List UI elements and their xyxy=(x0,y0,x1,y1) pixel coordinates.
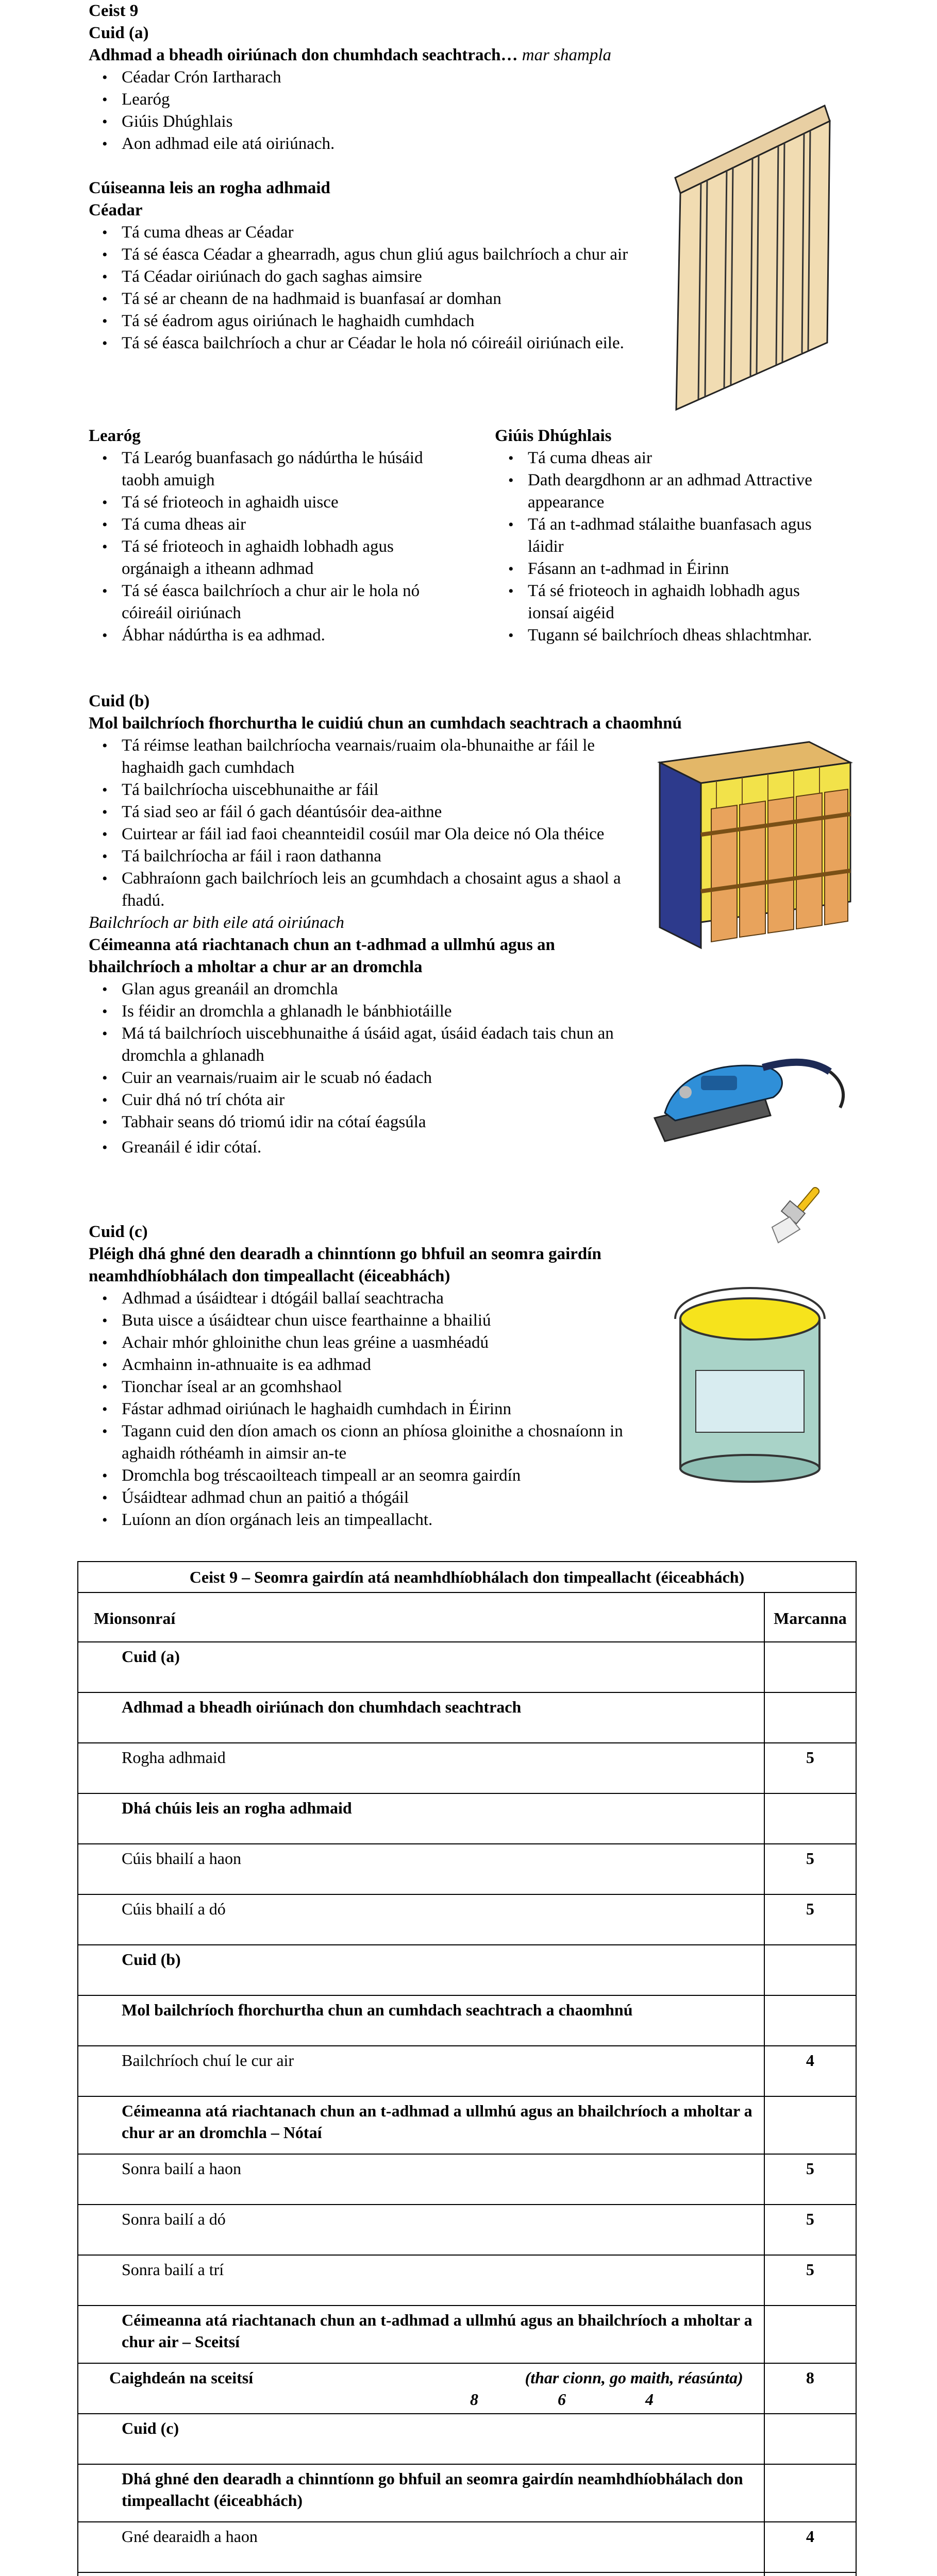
row-marks: 5 xyxy=(764,2255,856,2306)
list-item: • Is féidir an dromchla a ghlanadh le bánbhiotáille xyxy=(89,1001,635,1023)
part-a-section xyxy=(89,0,661,354)
list-item: • Cabhraíonn gach bailchríoch leis an gcumhdach a chosaint agus a shaol a fhadú. xyxy=(89,868,635,912)
list-item: • Cuir dhá nó trí chóta air xyxy=(89,1089,635,1111)
part-b-heading: Mol bailchríoch fhorchurtha le cuidiú chun an cumhdach seachtrach a chaomhnú xyxy=(89,714,682,733)
wood-list xyxy=(89,66,661,155)
row-marks: 5 xyxy=(764,1894,856,1945)
question-title: Ceist 9 xyxy=(89,2,139,20)
row-criteria: Céimeanna atá riachtanach chun an t-adhmad a ullmhú agus an bhailchríoch a mholtar a chur ar an dromchla – Nótaí xyxy=(78,2096,764,2154)
design-points-list xyxy=(89,1287,625,1531)
list-item: • Dromchla bog tréscaoilteach timpeall ar an seomra gairdín xyxy=(89,1465,625,1487)
row-marks xyxy=(764,1995,856,2046)
list-item: • Adhmad a úsáidtear i dtógáil ballaí seachtracha xyxy=(89,1287,625,1310)
list-item: • Tionchar íseal ar an gcomhshaol xyxy=(89,1376,625,1398)
table-row xyxy=(78,2154,856,2205)
list-item: • Glan agus greanáil an dromchla xyxy=(89,978,635,1001)
row-criteria: Cuid (a) xyxy=(78,1642,764,1692)
table-row xyxy=(78,1692,856,1743)
table-row xyxy=(78,1945,856,1995)
list-item: • Tá sé ar cheann de na hadhmaid is buanfasaí ar domhan xyxy=(89,288,656,310)
row-marks: 4 xyxy=(764,2046,856,2096)
list-item: • Learóg xyxy=(89,89,661,111)
row-criteria: Céimeanna atá riachtanach chun an t-adhmad a ullmhú agus an bhailchríoch a mholtar a chur air – Sceitsí xyxy=(78,2306,764,2363)
list-item: • Acmhainn in-athnuaite is ea adhmad xyxy=(89,1354,625,1376)
list-item: • Aon adhmad eile atá oiriúnach. xyxy=(89,133,661,155)
list-item: • Giúis Dhúghlais xyxy=(89,111,661,133)
list-item: • Tá Céadar oiriúnach do gach saghas aimsire xyxy=(89,266,656,288)
row-marks: 4 xyxy=(764,2522,856,2572)
list-item: • Tá siad seo ar fáil ó gach déantúsóir dea-aithne xyxy=(89,801,635,823)
list-item: • Tá sé frioteoch in aghaidh uisce xyxy=(89,492,460,514)
table-row xyxy=(78,1743,856,1793)
larch-list xyxy=(89,447,460,647)
table-row xyxy=(78,2205,856,2255)
other-finish-note: Bailchríoch ar bith eile atá oiriúnach xyxy=(89,913,344,932)
list-item: • Fásann an t-adhmad in Éirinn xyxy=(495,558,835,580)
sketch-quality-cell xyxy=(78,2363,764,2414)
table-title: Ceist 9 – Seomra gairdín atá neamhdhíobhálach don timpeallacht (éiceabhách) xyxy=(78,1562,856,1592)
row-criteria: Dhá chúis leis an rogha adhmaid xyxy=(78,1793,764,1844)
row-marks xyxy=(764,1692,856,1743)
list-item: • Tá sé éasca Céadar a ghearradh, agus chun gliú agus bailchríoch a chur air xyxy=(89,244,656,266)
part-b-label: Cuid (b) xyxy=(89,692,150,710)
reasons-heading: Cúiseanna leis an rogha adhmaid xyxy=(89,179,330,197)
row-marks xyxy=(764,2306,856,2363)
row-marks xyxy=(764,1945,856,1995)
table-row xyxy=(78,2414,856,2464)
list-item: • Tabhair seans dó triomú idir na cótaí éagsúla xyxy=(89,1111,635,1133)
table-header-row xyxy=(78,1592,856,1642)
row-criteria: Cuid (c) xyxy=(78,2414,764,2464)
list-item: • Tá Learóg buanfasach go nádúrtha le húsáid taobh amuigh xyxy=(89,447,460,492)
row-marks xyxy=(764,2096,856,2154)
part-c-heading: Pléigh dhá ghné den dearadh a chinntíonn go bhfuil an seomra gairdín neamhdhíobhálach don timpeallacht (éiceabhách) xyxy=(89,1245,601,1285)
row-criteria: Bailchríoch chuí le cur air xyxy=(78,2046,764,2096)
criteria-header: Mionsonraí xyxy=(78,1592,764,1642)
row-criteria: Sonra bailí a trí xyxy=(78,2255,764,2306)
row-criteria: Rogha adhmaid xyxy=(78,1743,764,1793)
list-item: • Tá sé frioteoch in aghaidh lobhadh agus ionsaí aigéid xyxy=(495,580,835,624)
part-c-section xyxy=(89,1221,707,1531)
list-item: • Ábhar nádúrtha is ea adhmad. xyxy=(89,624,460,647)
cladding-panel-image xyxy=(670,100,835,415)
sander-image xyxy=(644,1030,850,1149)
table-row xyxy=(78,1844,856,1894)
row-marks: 5 xyxy=(764,1743,856,1793)
table-row xyxy=(78,2255,856,2306)
row-marks xyxy=(764,2464,856,2522)
row-criteria: Cúis bhailí a haon xyxy=(78,1844,764,1894)
sketch-quality-row xyxy=(78,2363,856,2414)
finish-list xyxy=(89,735,635,912)
steps-list xyxy=(89,978,635,1159)
row-marks xyxy=(764,2414,856,2464)
grade-mark: 6 xyxy=(558,2390,566,2409)
row-marks xyxy=(764,1793,856,1844)
row-criteria: Mol bailchríoch fhorchurtha chun an cumhdach seachtrach a chaomhnú xyxy=(78,1995,764,2046)
sketch-label: Caighdeán na sceitsí xyxy=(109,2368,254,2387)
list-item: • Tá cuma dheas air xyxy=(89,514,460,536)
row-marks xyxy=(764,1642,856,1692)
row-criteria: Cuid (b) xyxy=(78,1945,764,1995)
row-criteria: Cúis bhailí a dó xyxy=(78,1894,764,1945)
list-item: • Tagann cuid den díon amach os cionn an phíosa gloinithe a chosnaíonn in aghaidh róthéamh in aimsir an-te xyxy=(89,1420,625,1465)
fir-list xyxy=(495,447,835,647)
list-item: • Tá cuma dheas ar Céadar xyxy=(89,222,656,244)
row-marks: 8 xyxy=(764,2363,856,2414)
steps-heading: Céimeanna atá riachtanach chun an t-adhmad a ullmhú agus an bhailchríoch a mholtar a chur ar an dromchla xyxy=(89,936,555,976)
list-item: • Luíonn an díon orgánach leis an timpeallacht. xyxy=(89,1509,625,1531)
table-row xyxy=(78,2046,856,2096)
list-item: • Céadar Crón Iartharach xyxy=(89,66,661,89)
table-title-row xyxy=(78,1562,856,1592)
sketch-line xyxy=(109,2367,764,2388)
part-a-heading: Adhmad a bheadh oiriúnach don chumhdach seachtrach… mar shampla xyxy=(89,46,612,64)
table-row xyxy=(78,1894,856,1945)
sketch-grades: (thar cionn, go maith, réasúnta) xyxy=(525,2368,743,2387)
list-item: • Tá an t-adhmad stálaithe buanfasach agus láidir xyxy=(495,514,835,558)
row-criteria: Gné dearaidh a haon xyxy=(78,2522,764,2572)
table-row xyxy=(78,2096,856,2154)
list-item: • Cuirtear ar fáil iad faoi cheannteidil cosúil mar Ola deice nó Ola théice xyxy=(89,823,635,845)
row-criteria: Dhá ghné den dearadh a chinntíonn go bhfuil an seomra gairdín neamhdhíobhálach don timpeallacht (éiceabhách) xyxy=(78,2464,764,2522)
list-item: • Tugann sé bailchríoch dheas shlachtmhar. xyxy=(495,624,835,647)
list-item: • Tá bailchríocha uiscebhunaithe ar fáil xyxy=(89,779,635,801)
cedar-list xyxy=(89,222,656,354)
wall-section-image xyxy=(639,732,856,953)
cedar-heading: Céadar xyxy=(89,201,143,219)
list-item: • Tá bailchríocha ar fáil i raon dathanna xyxy=(89,845,635,868)
table-row xyxy=(78,2464,856,2522)
table-row xyxy=(78,1642,856,1692)
table-row xyxy=(78,2306,856,2363)
row-marks xyxy=(764,2572,856,2576)
list-item: • Tá sé frioteoch in aghaidh lobhadh agus orgánaigh a itheann adhmad xyxy=(89,536,460,580)
list-item: • Dath deargdhonn ar an adhmad Attractive appearance xyxy=(495,469,835,514)
part-a-label: Cuid (a) xyxy=(89,24,149,42)
row-criteria: Adhmad a bheadh oiriúnach don chumhdach seachtrach xyxy=(78,1692,764,1743)
list-item: • Greanáil é idir cótaí. xyxy=(89,1137,635,1159)
marks-header: Marcanna xyxy=(764,1592,856,1642)
grade-mark: 8 xyxy=(470,2390,478,2409)
list-item: • Buta uisce a úsáidtear chun uisce fearthainne a bhailiú xyxy=(89,1310,625,1332)
list-item: • Tá sé éasca bailchríoch a chur ar Céadar le hola nó cóireáil oiriúnach eile. xyxy=(89,332,656,354)
list-item: • Achair mhór ghloinithe chun leas gréine a uasmhéadú xyxy=(89,1332,625,1354)
table-row xyxy=(78,2572,856,2576)
paintbrush-image xyxy=(763,1180,840,1252)
list-item: • Fástar adhmad oiriúnach le haghaidh cumhdach in Éirinn xyxy=(89,1398,625,1420)
list-item: • Cuir an vearnais/ruaim air le scuab nó éadach xyxy=(89,1067,635,1089)
table-row xyxy=(78,2522,856,2572)
fir-section xyxy=(495,425,845,647)
grade-mark: 4 xyxy=(645,2390,654,2409)
list-item: • Tá sé éadrom agus oiriúnach le haghaidh cumhdach xyxy=(89,310,656,332)
paint-tin-image xyxy=(665,1267,835,1484)
row-criteria: Sonra bailí a dó xyxy=(78,2205,764,2255)
row-criteria xyxy=(78,2572,764,2576)
sketch-grade-marks xyxy=(109,2388,764,2410)
table-row xyxy=(78,1995,856,2046)
list-item: • Tá réimse leathan bailchríocha vearnais/ruaim ola-bhunaithe ar fáil le haghaidh gach cumhdach xyxy=(89,735,635,779)
larch-heading: Learóg xyxy=(89,427,141,445)
fir-heading: Giúis Dhúghlais xyxy=(495,427,612,445)
table-row xyxy=(78,1793,856,1844)
larch-section xyxy=(89,425,501,647)
list-item: • Úsáidtear adhmad chun an paitió a thógáil xyxy=(89,1487,625,1509)
list-item: • Tá cuma dheas air xyxy=(495,447,835,469)
row-criteria: Sonra bailí a haon xyxy=(78,2154,764,2205)
marking-table xyxy=(77,1561,857,2576)
list-item: • Má tá bailchríoch uiscebhunaithe á úsáid agat, úsáid éadach tais chun an dromchla a ghlanadh xyxy=(89,1023,635,1067)
row-marks: 5 xyxy=(764,1844,856,1894)
list-item: • Tá sé éasca bailchríoch a chur air le hola nó cóireáil oiriúnach xyxy=(89,580,460,624)
part-c-label: Cuid (c) xyxy=(89,1223,148,1241)
row-marks: 5 xyxy=(764,2205,856,2255)
row-marks: 5 xyxy=(764,2154,856,2205)
